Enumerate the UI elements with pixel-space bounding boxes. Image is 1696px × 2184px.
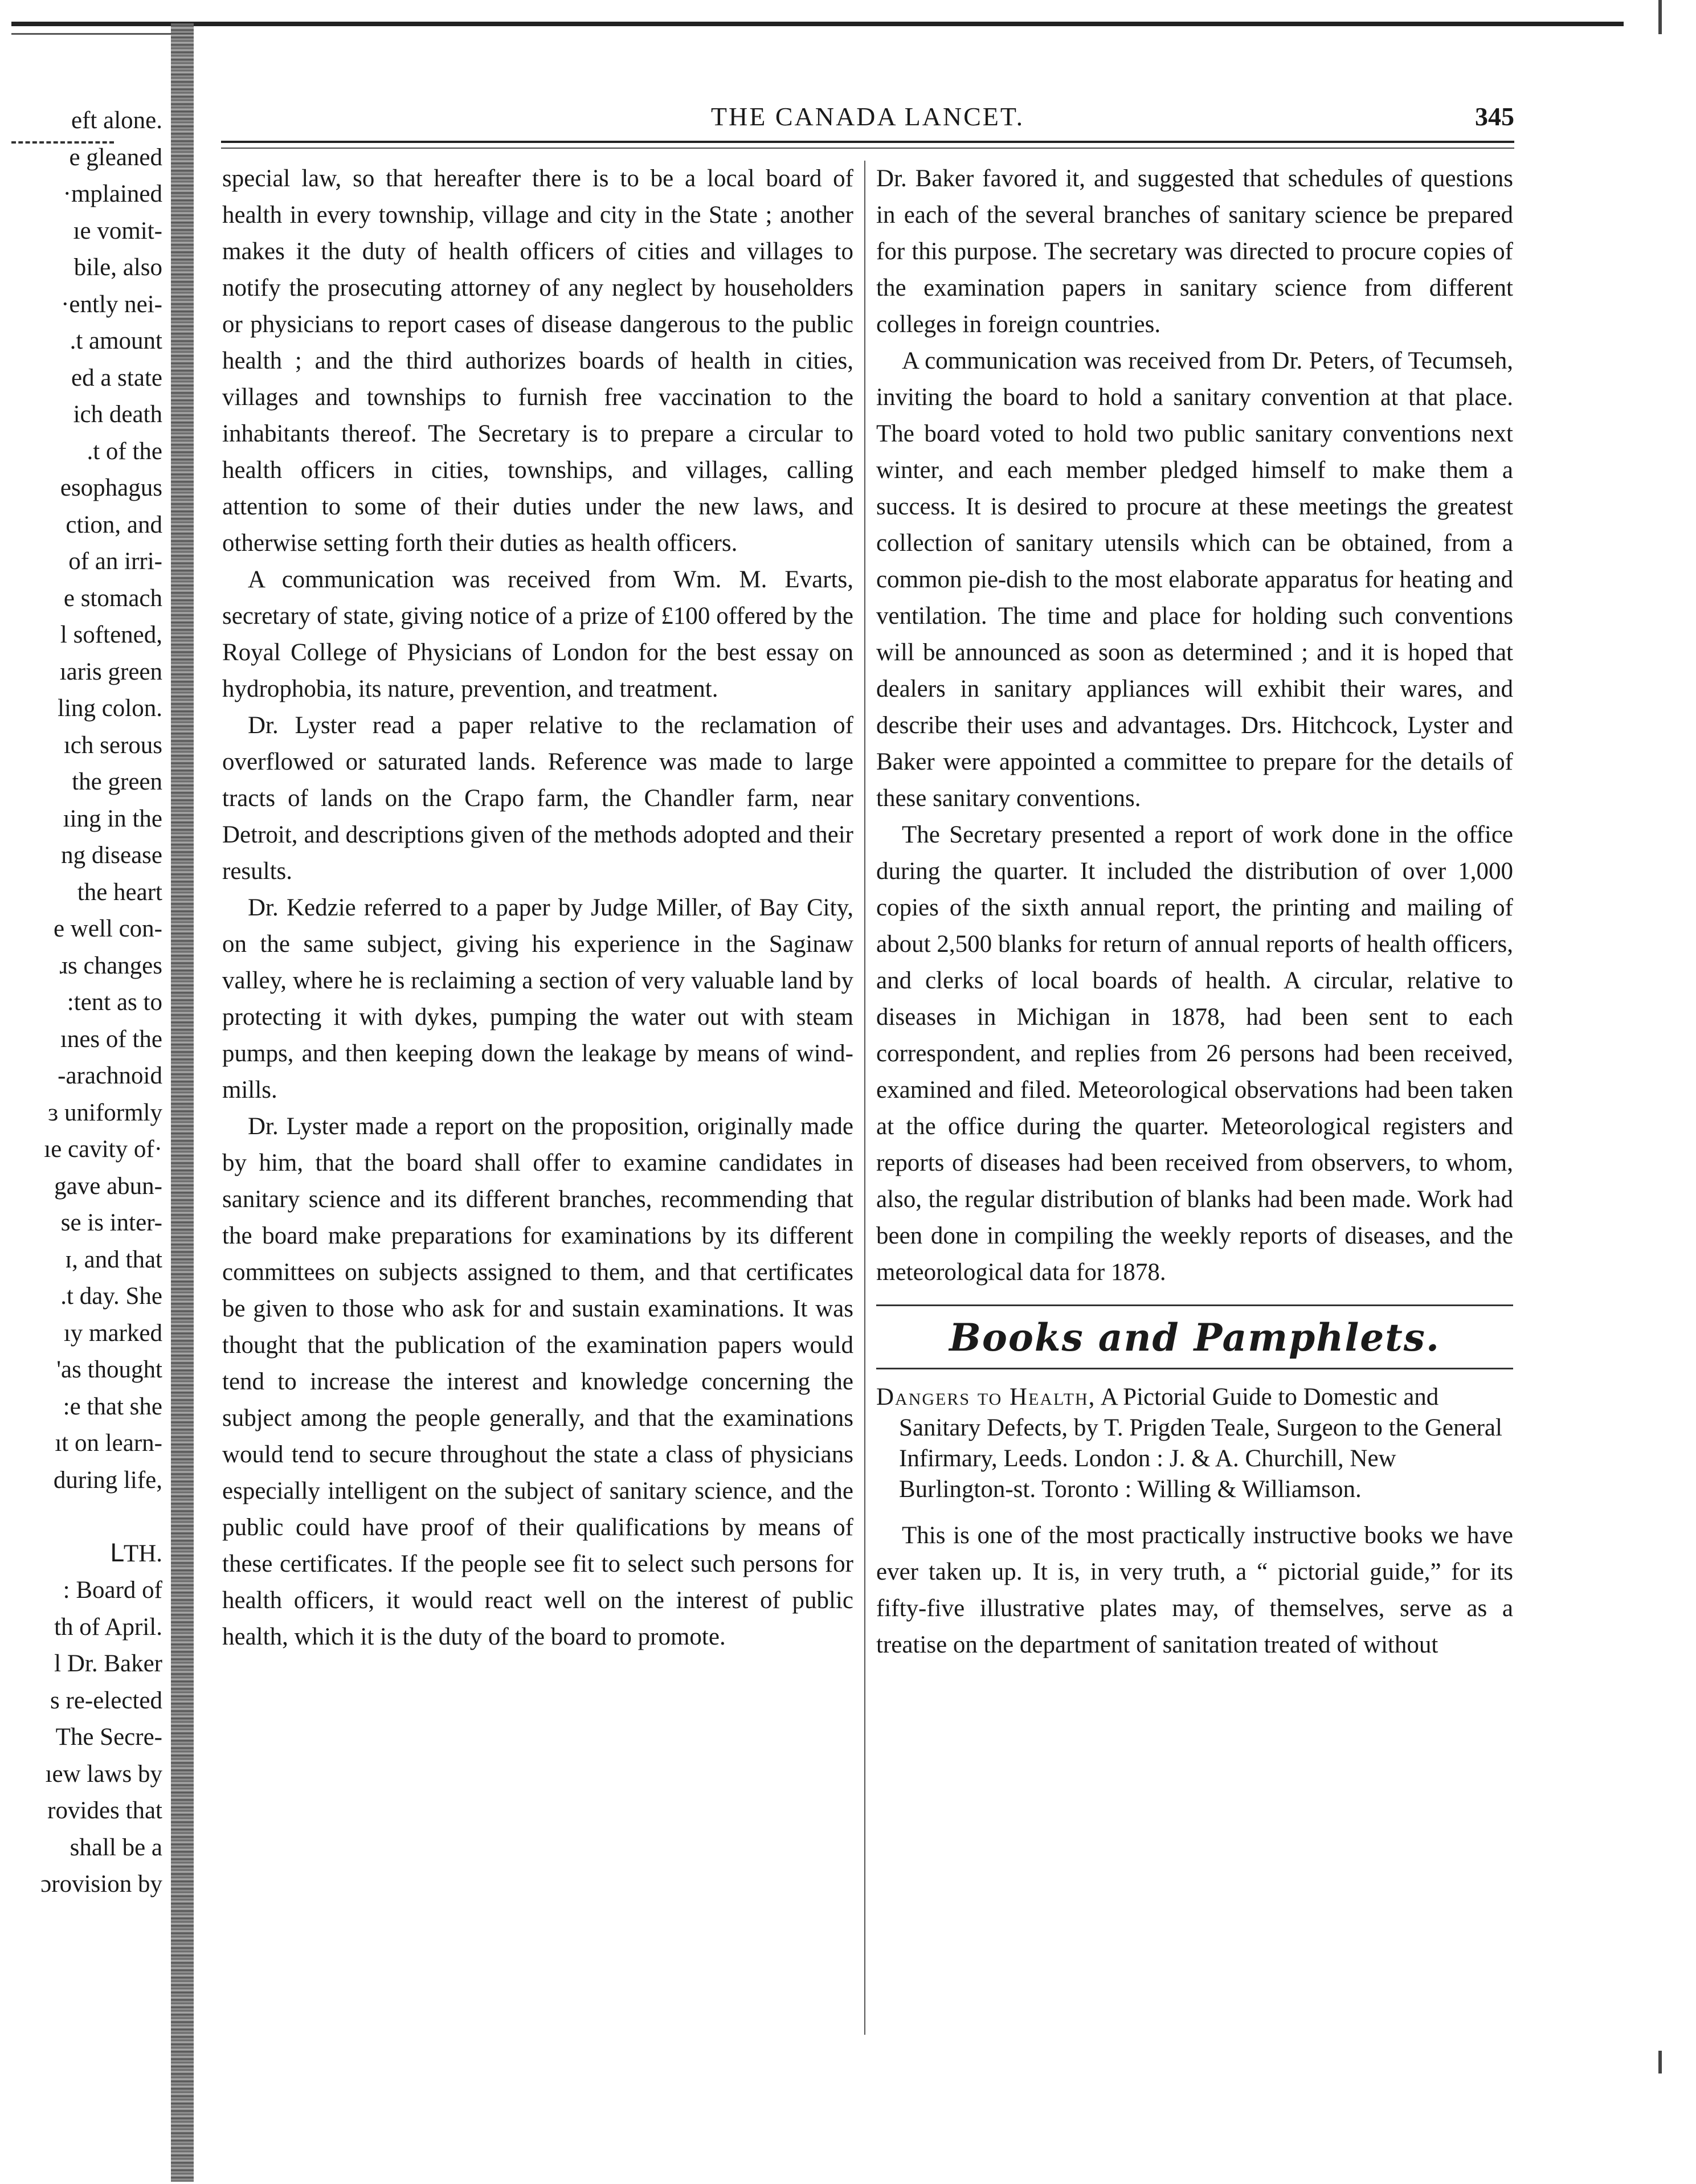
paragraph: A communication was received from Wm. M. Evarts, secretary of state, giving notice of a prize of £100 offered by the Royal College of Physicians of London for the best essay on hydrophobia, its nature, prevention, and treatment.	[222, 566, 853, 702]
fragment-line: the green	[72, 768, 162, 795]
fragment-line: ling colon.	[58, 695, 162, 722]
paragraph: A communication was received from Dr. Peters, of Tecumseh, inviting the board to hold a sanitary convention at that place. The board voted to hold two public sanitary conventions next winter, and each member pledged himself to make them a success. It is desired to procure at these meetings the greatest collection of sanitary utensils which can be obtained, from a common pie-dish to the most elaborate apparatus for heating and ventilation. The time and place for holding such conventions will be announced as soon as determined ; and it is hoped that dealers in sanitary appliances will exhibit their wares, and describe their uses and advantages. Drs. Hitchcock, Lyster and Baker were appointed a committee to prepare for the details of these sanitary conventions.	[876, 347, 1513, 812]
fragment-line: th of April.	[54, 1613, 162, 1641]
fragment-line: shall be a	[70, 1834, 162, 1861]
top-rule	[11, 22, 1624, 26]
fragment-line: ıing in the	[63, 805, 162, 832]
fragment-line: ɪ, and that	[65, 1246, 162, 1273]
fragment-line: eft alone.	[71, 107, 162, 134]
journal-title: THE CANADA LANCET.	[710, 102, 1025, 131]
fragment-line: bile, also	[73, 254, 162, 281]
paragraph: Dr. Lyster read a paper relative to the reclamation of overflowed or saturated lands. Reference was made to large tracts of lands on the Crapo farm, the Chandler farm, near Detroit, and descriptions given of the methods adopted and their results.	[222, 712, 853, 885]
fragment-line: e well con-	[53, 915, 162, 942]
fragment-line: of an irri-	[68, 548, 162, 575]
section-rule	[876, 1304, 1513, 1306]
book-title: Dangers to Health,	[876, 1384, 1096, 1410]
fragment-line: ᒪTH.	[109, 1540, 162, 1567]
paragraph: Dr. Kedzie referred to a paper by Judge Miller, of Bay City, on the same subject, giving his experience in the Saginaw valley, where he is reclaiming a section of very valuable land by protecting it with dykes, pumping the water out with steam pumps, and then keeping down the leakage by means of wind-mills.	[222, 894, 853, 1103]
fragment-line: : Board of	[63, 1577, 162, 1604]
text-column-right	[876, 161, 1513, 1663]
paragraph: Dr. Lyster made a report on the proposition, originally made by him, that the board shall offer to examine candidates in sanitary science and its different branches, recommending that the board make preparations for examinations by its different committees on subjects assigned to them, and that certificates be given to those who ask for and sustain examinations. It was thought that the publication of the examination papers would tend to increase the interest and knowledge concerning the subject among the people generally, and that the examinations would tend to secure throughout the state a class of physicians especially intelligent on the subject of sanitary science, and the public could have proof of their qualifications by means of these certificates. If the people see fit to select such persons for health officers, it would react well on the interest of public health, which it is the duty of the board to promote.	[222, 1113, 853, 1650]
section-rule	[876, 1368, 1513, 1369]
section-heading: Books and Pamphlets.	[949, 1315, 1440, 1360]
paragraph: Dr. Baker favored it, and suggested that schedules of questions in each of the several branches of sanitary science be prepared for this purpose. The secretary was directed to procure copies of the examination papers in sanitary science from different colleges in foreign countries.	[876, 165, 1513, 338]
fragment-line: ıaris green	[59, 658, 162, 685]
fragment-line: The Secre-	[55, 1724, 162, 1751]
fragment-line: ınes of the	[60, 1025, 162, 1053]
fragment-line: esophagus	[60, 475, 162, 501]
fragment-line: ıch serous	[63, 731, 162, 759]
fragment-line: :tent as to	[67, 989, 162, 1016]
review-paragraph: This is one of the most practically instructive books we have ever taken up. It is, in very truth, a “ pictorial guide,” for its fifty-five illustrative plates may, of themselves, serve as a treatise on the department of sanitation treated of without	[876, 1522, 1513, 1658]
fragment-line: e stomach	[63, 584, 162, 612]
fragment-line: l softened,	[60, 621, 162, 648]
fragment-line: se is inter-	[60, 1209, 162, 1236]
column-divider	[864, 161, 865, 2035]
fragment-line: ·ently nei-	[61, 291, 162, 318]
fragment-line: ɔrovision by	[40, 1871, 162, 1897]
fragment-line: ıe cavity of·	[44, 1136, 162, 1163]
fragment-line: gave abun-	[54, 1172, 162, 1200]
top-rule-tail	[11, 33, 194, 35]
fragment-line: ·mplained	[63, 181, 162, 207]
fragment-line: 'as thought	[56, 1356, 162, 1383]
fragment-line: .t day. She	[60, 1283, 162, 1310]
fragment-line: ction, and	[66, 511, 162, 538]
page-number: 345	[1475, 102, 1514, 131]
fragment-line: .t of the	[87, 437, 162, 465]
fragment-line: ɜ uniformly	[48, 1099, 162, 1126]
fragment-line: during life,	[53, 1466, 162, 1494]
fragment-line: ıew laws by	[45, 1760, 162, 1788]
edge-mark-bottom	[1658, 2051, 1662, 2073]
fragment-line: :e that she	[63, 1393, 162, 1420]
book-citation	[876, 1382, 1513, 1505]
fragment-line: ng disease	[61, 842, 162, 869]
text-column-left	[222, 161, 853, 1655]
paragraph: The Secretary presented a report of work done in the office during the quarter. It included the distribution of over 1,000 copies of the sixth annual report, the printing and mailing of about 2,500 blanks for return of annual reports of health officers, and clerks of local boards of health. A circular, relative to diseases in Michigan in 1878, had been sent to each correspondent, and replies from 26 persons had been received, examined and filed. Meteorological observations had been taken at the office during the quarter. Meteorological registers and reports of diseases had been received from observers, to whom, also, the regular distribution of blanks had been made. Work had been done in compiling the weekly reports of diseases, and the meteorological data for 1878.	[876, 821, 1513, 1286]
fragment-line: l Dr. Baker	[54, 1650, 162, 1677]
fragment-line: -arachnoid	[58, 1062, 162, 1089]
fragment-line: ıy marked	[63, 1319, 162, 1347]
page-binding-gutter	[171, 23, 194, 2182]
fragment-line: ɹs changes	[59, 952, 162, 979]
running-header	[221, 101, 1514, 136]
adjacent-page-fragment	[0, 103, 162, 1903]
book-details: A Pictorial Guide to Domestic and Sanitary Defects, by T. Prigden Teale, Surgeon to the General Infirmary, Leeds. London : J. & A. Churchill, New Burlington-st. Toronto : Willing & Williamson.	[899, 1384, 1502, 1503]
paragraph: special law, so that hereafter there is to be a local board of health in every township, village and city in the State ; another makes it the duty of health officers of cities and villages to notify the prosecuting attorney of any neglect by householders or physicians to report cases of disease dangerous to the public health ; and the third authorizes boards of health in cities, villages and townships to furnish free vaccination to the inhabitants thereof. The Secretary is to prepare a circular to health officers in cities, townships, and villages, calling attention to some of their duties under the new laws, and otherwise setting forth their duties as health officers.	[222, 165, 853, 557]
header-rule-thin	[221, 148, 1514, 149]
fragment-line: .t amount	[70, 328, 162, 354]
fragment-line: e gleaned	[69, 144, 162, 171]
fragment-line: the heart	[77, 878, 162, 906]
fragment-line	[0, 1499, 162, 1536]
fragment-line: ıe vomit-	[73, 217, 162, 244]
header-rule	[221, 141, 1514, 143]
edge-mark-top	[1658, 0, 1662, 34]
fragment-line: ed a state	[71, 364, 162, 391]
fragment-line: ich death	[73, 401, 162, 428]
fragment-line: ıt on learn-	[55, 1430, 162, 1457]
fragment-line: s re-elected	[50, 1687, 162, 1714]
fragment-line: rovides that	[47, 1797, 162, 1824]
